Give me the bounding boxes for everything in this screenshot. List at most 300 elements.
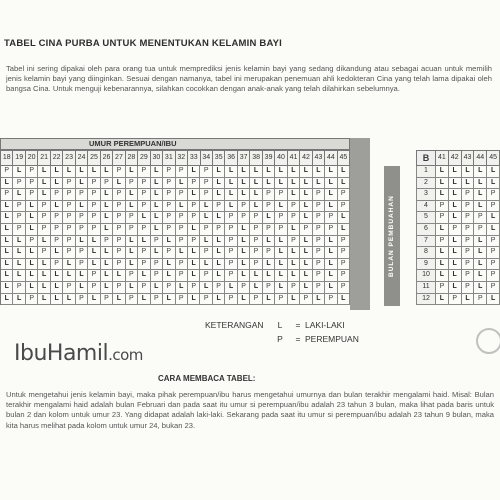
grid-cell: P (487, 236, 500, 248)
grid-cell: L (449, 201, 462, 213)
age-cell: 27 (113, 150, 125, 166)
grid-cell: L (163, 236, 175, 248)
grid-cell: L (151, 247, 163, 259)
grid-cell: P (462, 282, 475, 294)
grid-cell: L (462, 166, 475, 178)
grid-cell: L (275, 201, 287, 213)
grid-cell: L (474, 270, 487, 282)
grid-cell: L (250, 178, 262, 190)
grid-cell: P (436, 282, 449, 294)
grid-cell: L (13, 294, 25, 306)
grid-cell: L (26, 224, 38, 236)
grid-cell: P (200, 166, 212, 178)
grid-cell: L (76, 236, 88, 248)
grid-cell: P (313, 259, 325, 271)
grid-cell: L (325, 259, 337, 271)
grid-cell: P (1, 189, 13, 201)
grid-cell: L (1, 212, 13, 224)
grid-cell: P (51, 212, 63, 224)
legend (205, 318, 359, 346)
grid-cell: L (449, 282, 462, 294)
grid-cell: P (338, 259, 350, 271)
age-cell: 22 (51, 150, 63, 166)
age-cell: 35 (213, 150, 225, 166)
grid-cell: L (238, 259, 250, 271)
grid-cell: P (188, 178, 200, 190)
grid-cell: P (63, 189, 75, 201)
grid-cell: L (238, 236, 250, 248)
grid-cell: L (51, 282, 63, 294)
grid-cell: P (1, 166, 13, 178)
grid-cell: P (200, 270, 212, 282)
grid-cell: L (436, 189, 449, 201)
grid-cell: L (300, 236, 312, 248)
grid-cell: P (275, 189, 287, 201)
age-cell: 39 (263, 150, 275, 166)
age-cell: 19 (13, 150, 25, 166)
grid-cell: L (151, 178, 163, 190)
grid-cell: P (88, 282, 100, 294)
grid-cell: P (13, 224, 25, 236)
grid-cell: L (213, 270, 225, 282)
howto-title: CARA MEMBACA TABEL: (158, 374, 256, 383)
grid-cell: P (138, 224, 150, 236)
grid-cell: P (263, 189, 275, 201)
grid-cell: P (487, 189, 500, 201)
gray-band (350, 138, 370, 310)
grid-cell: L (250, 189, 262, 201)
grid-cell: L (188, 189, 200, 201)
grid-cell: P (38, 247, 50, 259)
grid-cell: L (51, 201, 63, 213)
grid-cell: P (113, 259, 125, 271)
grid-cell: L (188, 270, 200, 282)
grid-cell: L (436, 166, 449, 178)
grid-cell: L (51, 247, 63, 259)
age-header-row (0, 150, 350, 166)
grid-cell: L (26, 247, 38, 259)
grid-cell: P (163, 282, 175, 294)
month-cell: 2 (416, 178, 436, 190)
month-cell: 7 (416, 236, 436, 248)
age-cell: 42 (300, 150, 312, 166)
grid-cell: P (225, 212, 237, 224)
grid-cell: P (300, 224, 312, 236)
grid-cell: P (76, 294, 88, 306)
grid-cell: L (188, 247, 200, 259)
age-cell: 41 (436, 150, 449, 166)
grid-cell: L (176, 282, 188, 294)
grid-cell: L (288, 178, 300, 190)
grid-cell: P (313, 224, 325, 236)
grid-cell: P (26, 178, 38, 190)
grid-cell: L (275, 282, 287, 294)
grid-cell: L (275, 247, 287, 259)
grid-cell: L (288, 270, 300, 282)
grid-cell: L (325, 189, 337, 201)
grid-cell: P (238, 282, 250, 294)
grid-cell: P (163, 247, 175, 259)
grid-cell: L (250, 270, 262, 282)
grid-cell: P (474, 224, 487, 236)
age-cell: 25 (88, 150, 100, 166)
grid-cell: P (38, 224, 50, 236)
grid-cell: L (76, 201, 88, 213)
grid-cell: L (300, 247, 312, 259)
grid-cell: L (76, 270, 88, 282)
age-cell: 24 (76, 150, 88, 166)
grid-cell: P (250, 247, 262, 259)
grid-cell: P (63, 212, 75, 224)
legend-eq: = (295, 334, 301, 344)
grid-cell: P (113, 224, 125, 236)
age-cell: 37 (238, 150, 250, 166)
grid-cell: P (213, 282, 225, 294)
grid-cell: L (126, 236, 138, 248)
grid-cell: P (63, 201, 75, 213)
age-cell: 36 (225, 150, 237, 166)
grid-cell: P (288, 236, 300, 248)
grid-cell: P (462, 270, 475, 282)
grid-cell: L (250, 166, 262, 178)
grid-cell: L (151, 212, 163, 224)
grid-cell: L (138, 294, 150, 306)
grid-cell: P (225, 270, 237, 282)
grid-cell: P (462, 201, 475, 213)
month-cell: 1 (416, 166, 436, 178)
grid-cell: P (436, 201, 449, 213)
side-age-row (436, 150, 500, 166)
grid-cell: P (225, 259, 237, 271)
grid-cell: L (474, 166, 487, 178)
grid-cell: P (13, 178, 25, 190)
grid-cell: L (213, 259, 225, 271)
grid-cell: P (200, 178, 212, 190)
grid-cell: L (487, 294, 500, 306)
grid-cell: P (113, 236, 125, 248)
grid-cell: P (487, 282, 500, 294)
grid-cell: L (101, 259, 113, 271)
grid-cell: L (126, 282, 138, 294)
grid-cell: L (288, 224, 300, 236)
grid-cell: P (163, 166, 175, 178)
age-cell: 20 (26, 150, 38, 166)
grid-cell: L (88, 247, 100, 259)
age-cell: 23 (63, 150, 75, 166)
grid-cell: P (88, 270, 100, 282)
grid-cell: L (338, 178, 350, 190)
grid-cell: L (275, 259, 287, 271)
grid-cell: P (76, 189, 88, 201)
grid-cell: P (325, 212, 337, 224)
grid-cell: P (225, 224, 237, 236)
grid-cell: P (213, 224, 225, 236)
grid-cell: P (88, 189, 100, 201)
corner-cell: B (416, 150, 436, 166)
grid-cell: L (250, 201, 262, 213)
grid-cell: P (462, 224, 475, 236)
grid-cell: L (436, 294, 449, 306)
grid-cell: P (38, 201, 50, 213)
grid-cell: L (449, 270, 462, 282)
grid-cell: L (176, 178, 188, 190)
grid-cell: P (88, 178, 100, 190)
grid-cell: L (138, 236, 150, 248)
grid-cell: L (26, 270, 38, 282)
grid-cell: P (26, 294, 38, 306)
grid-cell: L (163, 294, 175, 306)
grid-cell: L (462, 178, 475, 190)
grid-cell: L (238, 224, 250, 236)
age-cell: 34 (201, 150, 213, 166)
month-cell: 5 (416, 212, 436, 224)
grid-cell: P (176, 212, 188, 224)
grid-cell: L (213, 189, 225, 201)
grid-cell: P (250, 259, 262, 271)
grid-cell: L (63, 294, 75, 306)
grid-cell: L (449, 189, 462, 201)
grid-cell: P (436, 236, 449, 248)
grid-cell: P (126, 178, 138, 190)
grid-cell: P (76, 247, 88, 259)
grid-cell: L (462, 294, 475, 306)
grid-cell: L (200, 282, 212, 294)
grid-cell: L (163, 270, 175, 282)
grid-cell: P (449, 224, 462, 236)
grid-cell: P (88, 212, 100, 224)
grid-cell: L (263, 259, 275, 271)
grid-cell: L (126, 247, 138, 259)
grid-cell: P (113, 282, 125, 294)
grid-cell: P (76, 224, 88, 236)
grid-cell: P (76, 259, 88, 271)
grid-cell: P (138, 259, 150, 271)
grid-cell: P (126, 294, 138, 306)
grid-cell: P (101, 294, 113, 306)
grid-cell: L (1, 178, 13, 190)
grid-cell: L (300, 282, 312, 294)
month-cell: 10 (416, 270, 436, 282)
grid-cell: P (449, 294, 462, 306)
grid-cell: L (313, 166, 325, 178)
grid-cell: P (101, 236, 113, 248)
grid-cell: L (13, 270, 25, 282)
grid-cell: L (225, 282, 237, 294)
grid-cell: P (13, 201, 25, 213)
grid-cell: L (101, 282, 113, 294)
month-cell: 11 (416, 282, 436, 294)
grid-cell: L (238, 178, 250, 190)
grid-cell: P (51, 189, 63, 201)
grid-cell: L (300, 189, 312, 201)
grid-cell: P (325, 294, 337, 306)
grid-cell: P (250, 224, 262, 236)
grid-cell: P (263, 201, 275, 213)
grid-cell: L (213, 247, 225, 259)
grid-cell: L (101, 201, 113, 213)
grid-cell: L (263, 212, 275, 224)
grid-cell: P (238, 212, 250, 224)
intro-paragraph: Tabel ini sering dipakai oleh para orang tua untuk memprediksi jenis kelamin bayi yang sedang dikandung atau sebagai acuan untuk memilih jenis kelamin bayi yang diinginkan. Sesuai dengan namanya, tabel ini merupakan penemuan ahli kedokteran Cina yang telah lama dipakai oleh bangsa Cina. Untuk menguji kebenarannya, silahkan cocokkan dengan anak-anak yang telah dilahirkan sebelumnya. (6, 64, 492, 94)
grid-cell: L (101, 247, 113, 259)
grid-cell: P (313, 236, 325, 248)
grid-cell: L (474, 236, 487, 248)
grid-cell: P (163, 224, 175, 236)
grid-cell: P (38, 212, 50, 224)
grid-cell: L (213, 294, 225, 306)
grid-cell: P (63, 247, 75, 259)
grid-cell: L (101, 212, 113, 224)
grid-cell: L (188, 224, 200, 236)
grid-cell: L (213, 236, 225, 248)
grid-cell: L (126, 166, 138, 178)
grid-cell: P (225, 236, 237, 248)
grid-cell: L (250, 282, 262, 294)
grid-cell: L (151, 224, 163, 236)
grid-cell: L (288, 294, 300, 306)
grid-cell: P (225, 247, 237, 259)
age-cell: 18 (1, 150, 13, 166)
grid-cell: L (138, 270, 150, 282)
grid-cell: L (63, 259, 75, 271)
grid-cell: P (138, 178, 150, 190)
grid-cell: L (38, 259, 50, 271)
grid-cell: P (238, 201, 250, 213)
grid-cell: L (38, 178, 50, 190)
grid-cell: P (474, 212, 487, 224)
grid-cell: P (338, 189, 350, 201)
grid-cell: P (487, 270, 500, 282)
grid-cell: L (63, 166, 75, 178)
grid-cell: L (238, 189, 250, 201)
grid-cell: L (188, 294, 200, 306)
grid-cell: P (275, 212, 287, 224)
grid-cell: L (51, 166, 63, 178)
grid-cell: P (338, 201, 350, 213)
grid-cell: P (13, 212, 25, 224)
legend-meaning: LAKI-LAKI (305, 320, 345, 330)
grid-cell: L (338, 212, 350, 224)
grid-cell: L (88, 166, 100, 178)
grid-cell: P (138, 247, 150, 259)
age-cell: 41 (288, 150, 300, 166)
grid-cell: L (13, 247, 25, 259)
grid-cell: P (113, 189, 125, 201)
grid-cell: L (126, 259, 138, 271)
grid-cell: L (51, 178, 63, 190)
grid-cell: L (63, 270, 75, 282)
grid-cell: P (101, 178, 113, 190)
grid-cell: L (449, 178, 462, 190)
grid-cell: L (436, 178, 449, 190)
grid-cell: P (313, 201, 325, 213)
grid-cell: P (474, 294, 487, 306)
grid-cell: P (126, 224, 138, 236)
grid-cell: P (26, 189, 38, 201)
grid-cell: L (474, 201, 487, 213)
grid-cell: P (188, 201, 200, 213)
grid-cell: P (200, 294, 212, 306)
month-cell: 4 (416, 201, 436, 213)
months-column (416, 166, 436, 305)
grid-cell: P (275, 294, 287, 306)
grid-cell: L (200, 212, 212, 224)
grid-cell: L (325, 270, 337, 282)
grid-cell: L (151, 282, 163, 294)
grid-cell: P (313, 212, 325, 224)
grid-cell: P (176, 294, 188, 306)
grid-cell: P (176, 270, 188, 282)
grid-cell: P (263, 282, 275, 294)
grid-cell: P (188, 212, 200, 224)
grid-cell: L (300, 166, 312, 178)
grid-cell: L (213, 166, 225, 178)
grid-cell: P (288, 212, 300, 224)
grid-cell: L (275, 236, 287, 248)
grid-cell: P (250, 236, 262, 248)
grid-cell: P (163, 178, 175, 190)
grid-cell: P (250, 294, 262, 306)
grid-cell: L (113, 294, 125, 306)
grid-cell: P (462, 236, 475, 248)
grid-cell: P (462, 212, 475, 224)
grid-cell: L (101, 270, 113, 282)
grid-cell: L (26, 212, 38, 224)
grid-cell: L (151, 166, 163, 178)
age-cell: 42 (449, 150, 462, 166)
grid-cell: L (200, 236, 212, 248)
grid-cell: L (474, 282, 487, 294)
grid-cell: L (449, 166, 462, 178)
page-title: TABEL CINA PURBA UNTUK MENENTUKAN KELAMIN BAYI (4, 38, 283, 49)
grid-cell: P (462, 259, 475, 271)
grid-cell: L (88, 259, 100, 271)
legend-symbol: L (277, 320, 283, 330)
grid-cell: P (163, 201, 175, 213)
grid-cell: L (76, 166, 88, 178)
grid-cell: P (263, 224, 275, 236)
grid-cell: L (275, 166, 287, 178)
age-header: UMUR PEREMPUAN/IBU (0, 138, 350, 150)
grid-cell: P (151, 259, 163, 271)
grid-cell: L (325, 282, 337, 294)
age-cell: 21 (38, 150, 50, 166)
grid-cell: P (126, 270, 138, 282)
age-cell: 45 (487, 150, 500, 166)
grid-cell: P (288, 201, 300, 213)
legend-symbol: P (277, 334, 283, 344)
grid-cell: L (275, 178, 287, 190)
grid-cell: L (263, 270, 275, 282)
grid-cell: P (113, 247, 125, 259)
prediction-grid (0, 166, 350, 305)
month-cell: 12 (416, 294, 436, 306)
grid-cell: P (63, 178, 75, 190)
grid-cell: L (1, 247, 13, 259)
age-cell: 45 (338, 150, 350, 166)
grid-cell: L (1, 201, 13, 213)
grid-cell: P (436, 212, 449, 224)
grid-cell: L (101, 166, 113, 178)
grid-cell: P (138, 189, 150, 201)
grid-cell: L (487, 224, 500, 236)
grid-cell: L (88, 236, 100, 248)
brand-name: IbuHamil (14, 341, 109, 366)
grid-cell: L (26, 201, 38, 213)
grid-cell: P (138, 201, 150, 213)
grid-cell: L (325, 201, 337, 213)
grid-cell: P (138, 166, 150, 178)
